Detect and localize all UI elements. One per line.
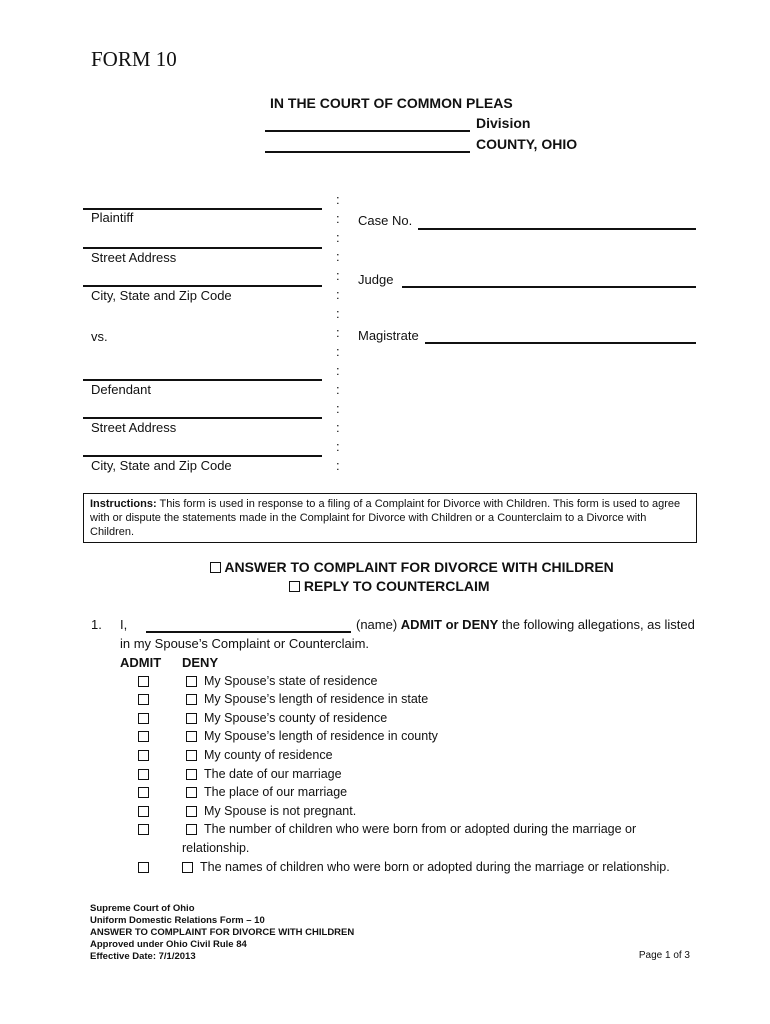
admit-checkbox[interactable] [138,824,149,835]
deny-checkbox[interactable] [186,787,197,798]
allegation-text: The place of our marriage [204,785,348,799]
answer-title [210,559,614,575]
plaintiff-city-label: City, State and Zip Code [91,288,232,303]
admit-header: ADMIT [120,655,162,670]
judge-label: Judge [358,272,394,287]
instructions-lead: Instructions: [90,498,157,510]
caption-colon: : [336,439,340,454]
defendant-street-line[interactable] [83,417,322,419]
footer-line: Uniform Domestic Relations Form – 10 [90,915,265,926]
court-title: IN THE COURT OF COMMON PLEAS [270,95,513,111]
caption-colon: : [336,420,340,435]
admit-deny-sentence [356,617,695,632]
caption-colon: : [336,325,340,340]
admit-checkbox[interactable] [138,713,149,724]
allegation-row [0,729,770,747]
reply-checkbox[interactable] [289,581,300,592]
allegation-text: My Spouse’s county of residence [204,711,388,725]
allegation-row [0,692,770,710]
name-label: (name) [356,617,401,632]
complaint-line: in my Spouse’s Complaint or Counterclaim. [120,636,370,651]
caption-colon: : [336,249,340,264]
footer-line: Supreme Court of Ohio [90,903,195,914]
judge-line[interactable] [402,286,696,288]
county-label: COUNTY, OHIO [476,136,578,152]
reply-title [289,578,490,594]
reply-title-text: REPLY TO COUNTERCLAIM [303,578,490,594]
admit-checkbox[interactable] [138,862,149,873]
admit-deny-text: ADMIT or DENY [400,617,499,632]
allegation-text: The date of our marriage [204,767,342,781]
defendant-label: Defendant [91,382,151,397]
admit-checkbox[interactable] [138,694,149,705]
i-label: I, [120,617,128,632]
allegation-text: My Spouse’s length of residence in state [204,692,429,706]
caption-colon: : [336,230,340,245]
versus-label: vs. [91,329,108,344]
plaintiff-street-label: Street Address [91,250,177,265]
caption-colon: : [336,363,340,378]
allegation-row [0,860,770,878]
division-label: Division [476,115,531,131]
respondent-name-line[interactable] [146,631,351,633]
admit-checkbox[interactable] [138,769,149,780]
plaintiff-label: Plaintiff [91,210,134,225]
allegation-text: My Spouse’s state of residence [204,674,378,688]
footer-line: Approved under Ohio Civil Rule 84 [90,939,247,950]
division-name-line[interactable] [265,130,470,132]
footer-line: Effective Date: 7/1/2013 [90,951,196,962]
deny-checkbox[interactable] [186,750,197,761]
instructions-text: This form is used in response to a filing of a Complaint for Divorce with Children. This form is used to agree with or dispute the statements made in the Complaint for Divorce with Children or a Counterclaim to a Divorce with Children. [90,498,681,538]
plaintiff-street-line[interactable] [83,247,322,249]
caption-colon: : [336,401,340,416]
deny-checkbox[interactable] [186,731,197,742]
caption-colon: : [336,287,340,302]
deny-checkbox[interactable] [182,862,193,873]
page-number: Page 1 of 3 [638,950,690,961]
case-no-label: Case No. [358,213,413,228]
magistrate-label: Magistrate [358,328,419,343]
deny-checkbox[interactable] [186,824,197,835]
defendant-city-label: City, State and Zip Code [91,458,232,473]
allegation-text: My Spouse’s length of residence in county [204,729,438,743]
answer-title-text: ANSWER TO COMPLAINT FOR DIVORCE WITH CHILDREN [224,559,614,575]
deny-header: DENY [182,655,219,670]
allegation-row [0,674,770,692]
footer-line: ANSWER TO COMPLAINT FOR DIVORCE WITH CHILDREN [90,927,355,938]
deny-checkbox[interactable] [186,676,197,687]
caption-colon: : [336,268,340,283]
admit-checkbox[interactable] [138,806,149,817]
allegation-text: The number of children who were born from or adopted during the marriage or [204,822,637,836]
allegation-row [0,785,770,803]
form-number: FORM 10 [91,47,177,71]
answer-checkbox[interactable] [210,562,221,573]
deny-checkbox[interactable] [186,713,197,724]
plaintiff-city-line[interactable] [83,285,322,287]
allegations-text: the following allegations, as listed [498,617,695,632]
allegation-row [0,822,770,840]
admit-checkbox[interactable] [138,750,149,761]
allegation-text: The names of children who were born or adopted during the marriage or relationship. [200,860,670,874]
case-no-line[interactable] [418,228,696,230]
caption-colon: : [336,458,340,473]
caption-colon: : [336,382,340,397]
caption-colon: : [336,344,340,359]
allegation-text: My Spouse is not pregnant. [204,804,357,818]
deny-checkbox[interactable] [186,694,197,705]
allegation-row [0,767,770,785]
allegation-row [0,804,770,822]
allegation-row [0,748,770,766]
deny-checkbox[interactable] [186,769,197,780]
instructions-box [83,493,697,543]
admit-checkbox[interactable] [138,676,149,687]
admit-checkbox[interactable] [138,731,149,742]
magistrate-line[interactable] [425,342,696,344]
caption-colon: : [336,211,340,226]
allegation-row [0,711,770,729]
caption-colon: : [336,192,340,207]
allegation-text: My county of residence [204,748,333,762]
county-name-line[interactable] [265,151,470,153]
caption-colon: : [336,306,340,321]
deny-checkbox[interactable] [186,806,197,817]
admit-checkbox[interactable] [138,787,149,798]
defendant-street-label: Street Address [91,420,177,435]
allegation-continuation: relationship. [182,841,250,855]
footer-block [90,903,354,963]
section-number: 1. [91,617,102,632]
defendant-city-line[interactable] [83,455,322,457]
defendant-name-line[interactable] [83,379,322,381]
